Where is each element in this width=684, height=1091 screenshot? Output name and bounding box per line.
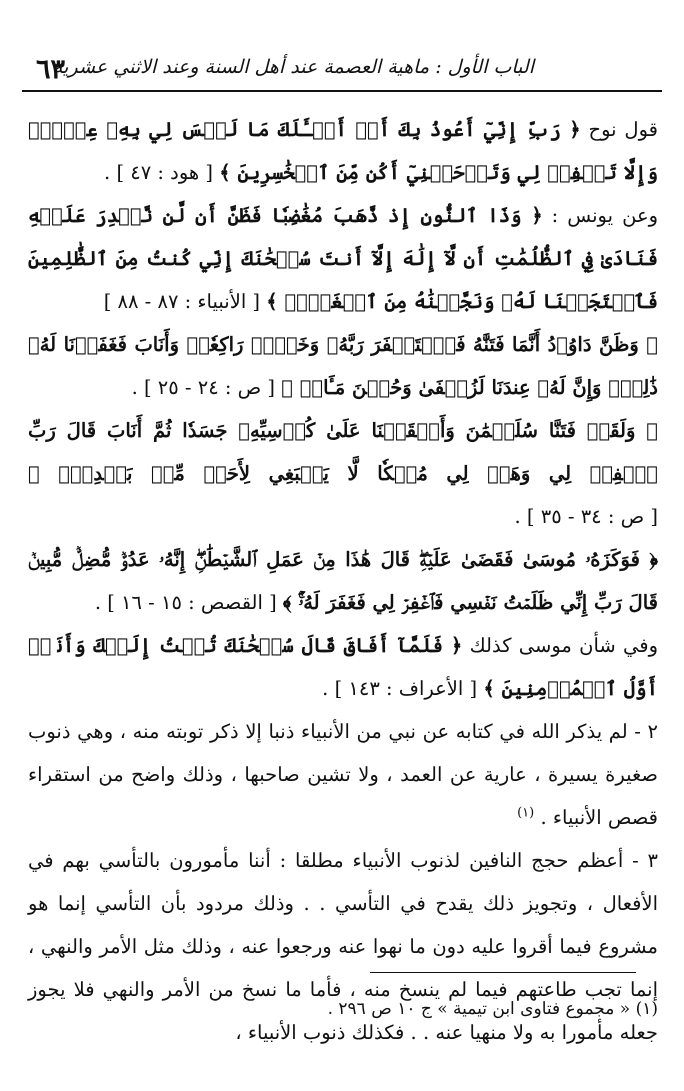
verse-open-bracket: ﴿ xyxy=(646,419,658,442)
verse-open-bracket: ﴿ xyxy=(450,634,463,657)
intro-text: وفي شأن موسى كذلك xyxy=(462,634,658,657)
verse-open-bracket: ﴿ xyxy=(569,118,581,141)
paragraph-musa-2 xyxy=(28,624,658,710)
verse-close-bracket: ﴾ xyxy=(281,376,293,399)
quran-verse: فَلَمَّآ أَفَاقَ قَالَ سُبۡحَٰنَكَ تُبۡتُ إِلَيۡكَ وَأَنَا۠ أَوَّلُ ٱلۡمُؤۡمِنِينَ xyxy=(28,634,658,700)
verse-open-bracket: ﴿ xyxy=(646,333,658,356)
intro-text: قول نوح xyxy=(580,118,658,141)
header-title: الباب الأول : ماهية العصمة عند أهل السنة وعند الاثني عشرية xyxy=(52,56,534,78)
verse-reference: [ ص : ٣٤ - ٣٥ ] . xyxy=(514,505,658,528)
verse-open-bracket: ﴿ xyxy=(531,204,543,227)
quran-verse: رَبِّ إِنِّيٓ أَعُوذُ بِكَ أَنۡ أَسۡـَٔلَكَ مَا لَيۡسَ لِي بِهِۦ عِلۡمٞۖ وَإِلَّا تَغۡفِرۡ لِي وَتَرۡحَمۡنِيٓ أَكُن مِّنَ ٱلۡخَٰسِرِينَ xyxy=(28,118,658,184)
verse-reference: [ الأنبياء : ٨٧ - ٨٨ ] xyxy=(103,290,267,313)
quran-verse: وَلَقَدۡ فَتَنَّا سُلَيۡمَٰنَ وَأَلۡقَيۡنَا عَلَىٰ كُرۡسِيِّهِۦ جَسَدٗا ثُمَّ أَنَابَ قَالَ رَبِّ ٱغۡفِرۡ لِي وَهَبۡ لِي مُلۡكٗا لَّا يَنۢبَغِي لِأَحَدٖ مِّنۢ بَعۡدِيٓۖ xyxy=(28,419,658,485)
footnote: (١) « مجموع فتاوى ابن تيمية » ج ١٠ ص ٢٩٦ . xyxy=(327,999,658,1019)
quran-verse: وَذَا ٱلنُّونِ إِذ ذَّهَبَ مُغَٰضِبٗا فَظَنَّ أَن لَّن نَّقۡدِرَ عَلَيۡهِ فَنَادَىٰ فِي ٱلظُّلُمَٰتِ أَن لَّآ إِلَٰهَ إِلَّآ أَنتَ سُبۡحَٰنَكَ إِنِّي كُنتُ مِنَ ٱلظَّٰلِمِينَ فَٱسۡتَجَبۡنَا لَهُۥ وَنَجَّيۡنَٰهُ مِنَ ٱلۡغَمِّۚ xyxy=(28,204,658,313)
verse-reference: [ الأعراف : ١٤٣ ] . xyxy=(322,677,484,700)
page-number: ٦٣ xyxy=(36,54,66,85)
paragraph-sulayman xyxy=(28,409,658,538)
paragraph-nuh xyxy=(28,108,658,194)
paragraph-point-2 xyxy=(28,710,658,839)
paragraph-musa xyxy=(28,538,658,624)
verse-close-bracket: ﴾ xyxy=(219,161,231,184)
verse-reference: [ ص : ٢٤ - ٢٥ ] . xyxy=(131,376,282,399)
quran-verse: فَوَكَزَهُۥ مُوسَىٰ فَقَضَىٰ عَلَيۡهِۖ قَالَ هَٰذَا مِنۡ عَمَلِ ٱلشَّيۡطَٰنِۖ إِنَّهُۥ عَدُوّٞ مُّضِلّٞ مُّبِينٞ قَالَ رَبِّ إِنِّي ظَلَمۡتُ نَفۡسِي فَٱغۡفِرۡ لِي فَغَفَرَ لَهُۥٓۚ xyxy=(28,548,658,614)
verse-close-bracket: ﴾ xyxy=(28,462,40,485)
point-3-text: ٣ - أعظم حجج النافين لذنوب الأنبياء مطلقا : أننا مأمورون بالتأسي بهم في الأفعال ، وتجويز ذلك يقدح في التأسي . . وذلك مردود بأن التأسي إنما هو مشروع فيما أقروا عليه دون ما نهوا عنه ورجعوا عنه ، وذلك مثل الأمر والنهي ، إنما تجب طاعتهم فيما لم ينسخ منه ، فأما ما نسخ من الأمر والنهي فلا يجوز جعله مأمورا به ولا منهيا عنه . . فكذلك ذنوب الأنبياء ، xyxy=(28,849,658,1044)
header-rule xyxy=(22,90,662,92)
verse-close-bracket: ﴾ xyxy=(282,591,292,614)
point-2-text: ٢ - لم يذكر الله في كتابه عن نبي من الأنبياء ذنبا إلا ذكر توبته منه ، وهي ذنوب صغيرة يسيرة ، عارية عن العمد ، ولا تشين صاحبها ، وذلك واضح من استقراء قصص الأنبياء . xyxy=(28,720,658,829)
paragraph-yunus xyxy=(28,194,658,323)
paragraph-dawud xyxy=(28,323,658,409)
intro-text: وعن يونس : xyxy=(542,204,658,227)
footnote-marker: (١) xyxy=(517,805,535,821)
verse-reference: [ القصص : ١٥ - ١٦ ] . xyxy=(94,591,283,614)
verse-reference: [ هود : ٤٧ ] . xyxy=(104,161,220,184)
running-header xyxy=(22,46,662,92)
verse-close-bracket: ﴾ xyxy=(266,290,278,313)
verse-close-bracket: ﴾ xyxy=(483,677,495,700)
quran-verse: وَظَنَّ دَاوُۥدُ أَنَّمَا فَتَنَّٰهُ فَٱسۡتَغۡفَرَ رَبَّهُۥ وَخَرَّۤ رَاكِعٗاۤ وَأَنَابَ فَغَفَرۡنَا لَهُۥ ذَٰلِكَۖ وَإِنَّ لَهُۥ عِندَنَا لَزُلۡفَىٰ وَحُسۡنَ مَـَٔابٖ xyxy=(28,333,658,399)
verse-open-bracket: ﴿ xyxy=(649,548,658,571)
body-text xyxy=(28,108,658,1054)
footnote-rule xyxy=(370,972,636,973)
